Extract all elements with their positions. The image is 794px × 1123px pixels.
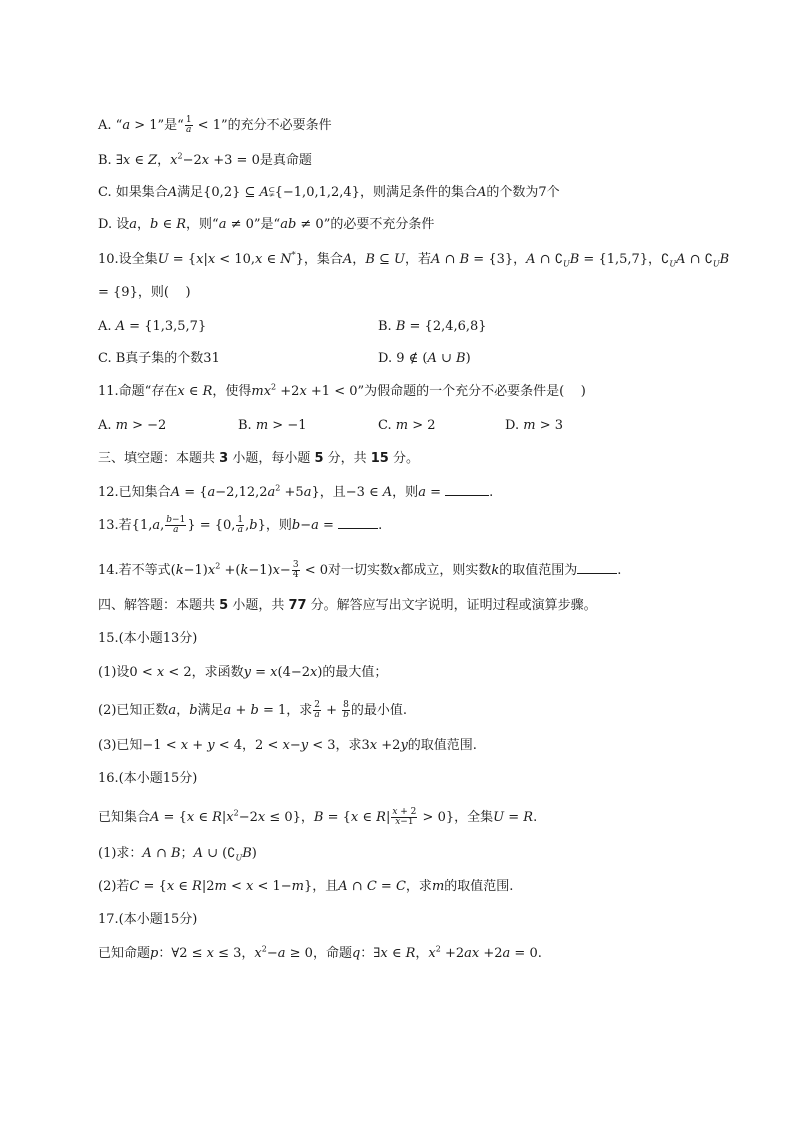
q16-stem: 已知集合A = {x ∈ $R|x^2-2x \le 0$}，B = {x ∈ R| $\frac{x + 2}{x-1}$ > 0}，全集U = R.: [98, 807, 538, 827]
q15-part1: (1)设0 < x < 2，求函数y = x(4−2x)的最大值；: [98, 665, 388, 680]
q17-stem: 已知命题p：∀2 ≤ x ≤ 3，$x^2-a \ge 0$，命题q：∃x ∈ R，$x^2 +2ax +2a = 0$.: [98, 944, 542, 961]
q12: 12.已知集合$A = \{a-2,12,2a^2 +5a\}$，且−3 ∈ A，则a = .: [98, 483, 494, 500]
q11-stem: 11.命题“存在x ∈ R，使得$mx^2 +2x +1 < 0$”为假命题的一个充分不必要条件是( ): [98, 382, 586, 399]
q13: 13.若{1,a, $\frac{b-1}{a}$ } = {0, $\frac{1}{a}$ ,b}，则b−a = .: [98, 515, 383, 535]
q9-option-c: C. 如果集合A满足{0,2} ⊆ A⫋{−1,0,1,2,4}，则满足条件的集合A的个数为7个: [98, 185, 560, 200]
section4-title: 四、解答题：本题共 5 小题，共 77 分。解答应写出文字说明，证明过程或演算步骤。: [98, 598, 597, 613]
q17-head: 17.(本小题15分): [98, 912, 198, 927]
q11-option-c: C. m > 2: [378, 418, 436, 433]
q11-option-b: B. m > −1: [238, 418, 307, 433]
q16-part2: (2)若C = {x ∈ R|2m < x < 1−m}，且A ∩ C = C，求m的取值范围.: [98, 879, 514, 894]
q15-part2: (2)已知正数a，b满足a + b = 1，求 $\frac{2}{a}$ + $\frac{8}{b}$ 的最小值.: [98, 700, 408, 720]
q16-head: 16.(本小题15分): [98, 771, 198, 786]
q16-part1: (1)求：A ∩ B；A ∪ $(∁_UB)$: [98, 846, 257, 863]
q11-option-a: A. m > −2: [98, 418, 167, 433]
q9-option-b: B. ∃x ∈ Z，$x^2-2x +3 = 0$是真命题: [98, 151, 312, 168]
q10-stem-line2: = {9}，则( ): [98, 285, 191, 300]
q15-head: 15.(本小题13分): [98, 631, 198, 646]
q14: 14.若不等式$(k-1)x^2 +(k-1)x-$ $\frac{3}{4}$ < 0对一切实数x都成立，则实数k的取值范围为 .: [98, 560, 622, 580]
q11-option-d: D. m > 3: [505, 418, 563, 433]
q9-option-a: A. “a > 1”是“ $\frac{1}{a}$ < 1”的充分不必要条件: [98, 115, 332, 135]
section3-title: 三、填空题：本题共 3 小题，每小题 5 分，共 15 分。: [98, 451, 419, 466]
q15-part3: (3)已知−1 < x + y < 4，2 < x−y < 3，求3x +2y的取值范围.: [98, 738, 477, 753]
q10-option-b: B. B = {2,4,6,8}: [378, 319, 487, 334]
q10-stem-line1: 10.设全集U = {x|x < 10,x ∈ N*}，集合A，B ⊆ U，若A ∩ B = {3}，A ∩ $∁_UB = \{1,5,7\}$，$∁_UA$ ∩ $∁_UB$: [98, 250, 730, 269]
q10-option-a: A. A = {1,3,5,7}: [98, 319, 207, 334]
q9-option-d: D. 设a，b ∈ R，则“a ≠ 0”是“ab ≠ 0”的必要不充分条件: [98, 217, 435, 232]
q10-option-c: C. B真子集的个数31: [98, 351, 220, 366]
q10-option-d: D. 9 ∉ (A ∪ B): [378, 351, 471, 366]
